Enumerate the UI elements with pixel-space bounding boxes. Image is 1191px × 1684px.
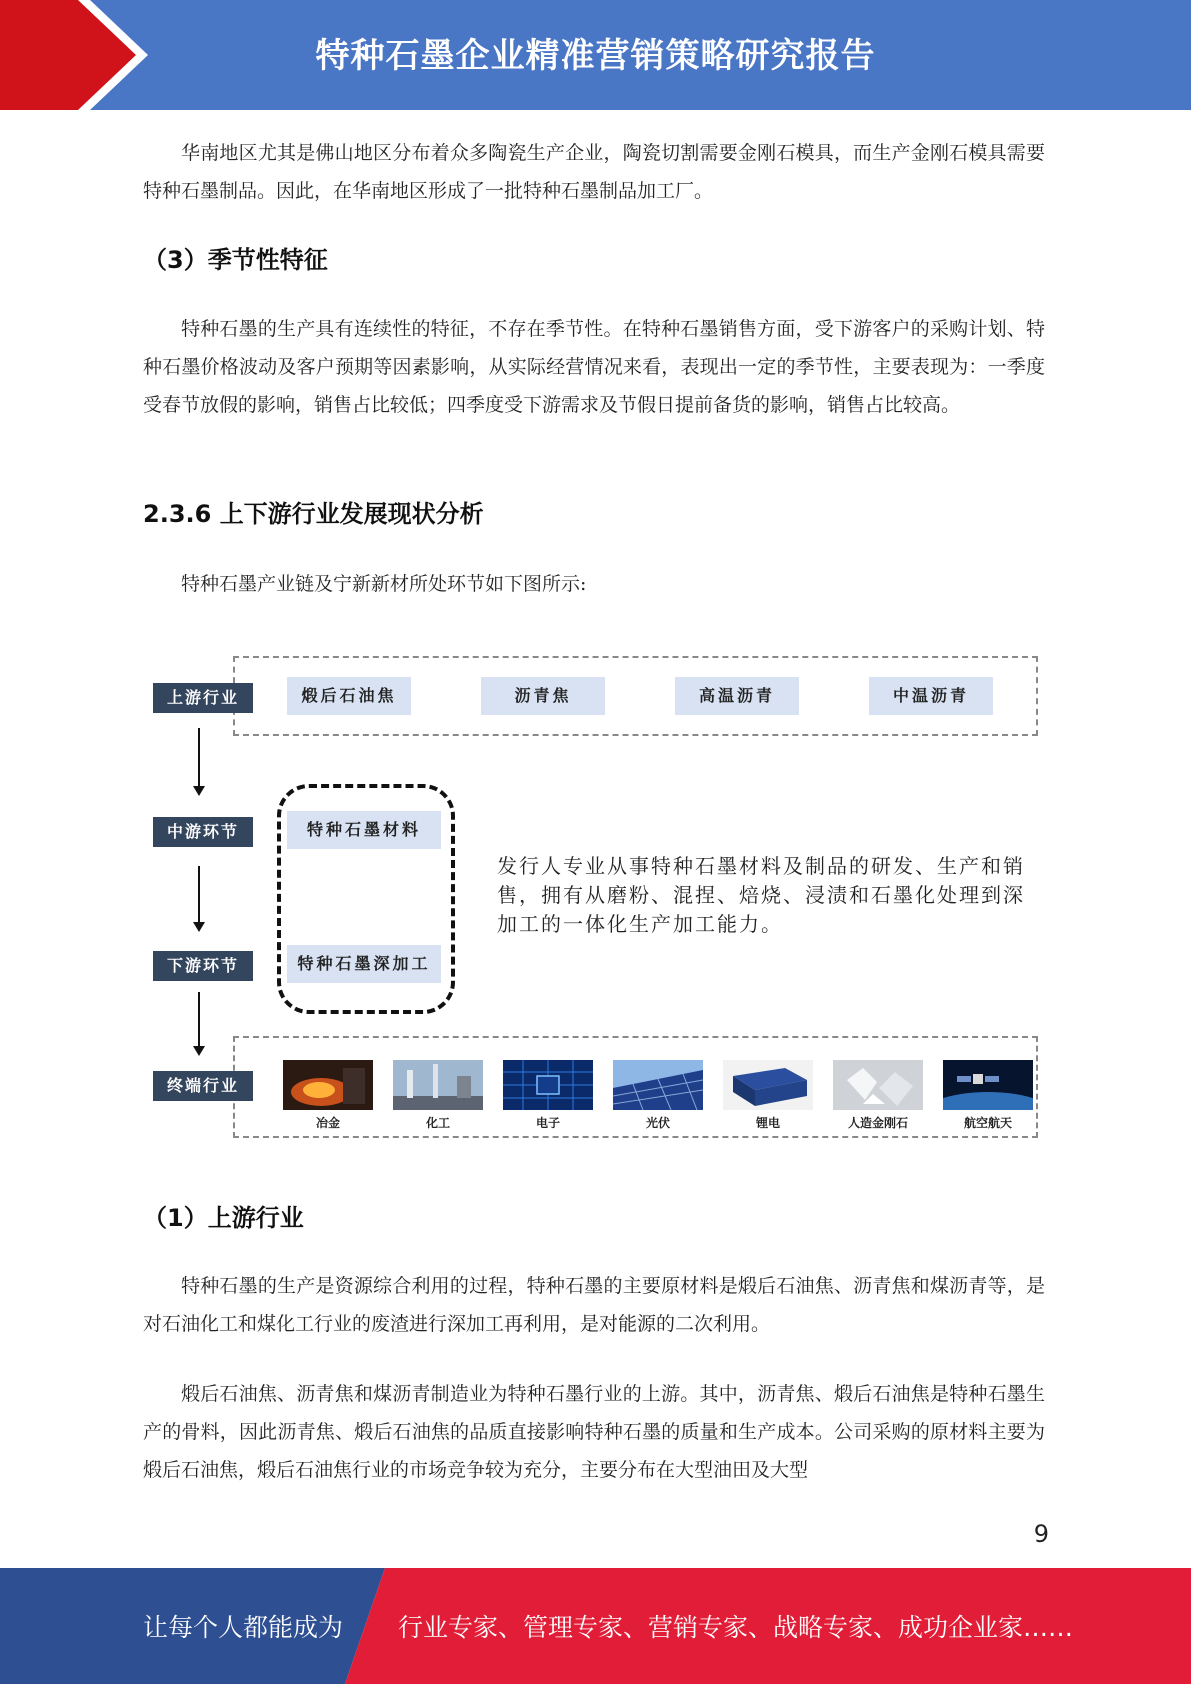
midstream-item: 特种石墨材料 [287, 811, 441, 849]
paragraph-upstream-intro: 特种石墨的生产是资源综合利用的过程，特种石墨的主要原材料是煅后石油焦、沥青焦和煤沥青等，是对石油化工和煤化工行业的废渣进行深加工再利用，是对能源的二次利用。 [143, 1275, 1045, 1335]
downstream-item: 特种石墨深加工 [287, 945, 441, 983]
upstream-item: 沥青焦 [481, 677, 605, 715]
terminal-label: 光伏 [645, 1116, 670, 1130]
footer-slogan-right: 行业专家、管理专家、营销专家、战略专家、成功企业家…… [398, 1613, 1074, 1642]
section-heading: 2.3.6 上下游行业发展现状分析 [143, 500, 484, 528]
lithium-battery-photo [723, 1060, 813, 1110]
terminal-label: 电子 [535, 1116, 560, 1130]
upstream-item: 高温沥青 [675, 677, 799, 715]
page-number: 9 [1033, 1520, 1049, 1548]
paragraph-upstream-detail: 煅后石油焦、沥青焦和煤沥青制造业为特种石墨行业的上游。其中，沥青焦、煅后石油焦是特种石墨生产的骨料，因此沥青焦、煅后石油焦的品质直接影响特种石墨的质量和生产成本。公司采购的原材料主要为煅后石油焦，煅后石油焦行业的市场竞争较为充分，主要分布在大型油田及大型 [143, 1383, 1045, 1481]
chip-photo [503, 1060, 593, 1110]
chemical-plant-photo [393, 1060, 483, 1110]
metallurgy-photo [283, 1060, 373, 1110]
terminal-label: 人造金刚石 [847, 1116, 908, 1130]
industry-chain-diagram [140, 648, 1050, 1148]
stage-midstream: 中游环节 [153, 817, 253, 847]
diamond-photo [833, 1060, 923, 1110]
footer-slogan-left: 让每个人都能成为 [143, 1613, 344, 1642]
paragraph-south-china: 华南地区尤其是佛山地区分布着众多陶瓷生产企业，陶瓷切割需要金刚石模具，而生产金刚石模具需要特种石墨制品。因此，在华南地区形成了一批特种石墨制品加工厂。 [143, 142, 1045, 202]
terminal-label: 冶金 [315, 1116, 340, 1130]
satellite-photo [943, 1060, 1033, 1110]
stage-upstream: 上游行业 [153, 683, 253, 713]
heading-upstream: （1）上游行业 [143, 1204, 304, 1232]
page-footer [0, 1568, 1191, 1684]
terminal-label: 化工 [425, 1116, 450, 1130]
arrow-line [198, 992, 200, 1048]
paragraph-seasonal: 特种石墨的生产具有连续性的特征，不存在季节性。在特种石墨销售方面，受下游客户的采购计划、特种石墨价格波动及客户预期等因素影响，从实际经营情况来看，表现出一定的季节性，主要表现为：一季度受春节放假的影响，销售占比较低；四季度受下游需求及节假日提前备货的影响，销售占比较高。 [143, 318, 1045, 416]
solar-panel-photo [613, 1060, 703, 1110]
arrow-down-icon [193, 922, 205, 932]
stage-downstream: 下游环节 [153, 951, 253, 981]
arrow-down-icon [193, 1046, 205, 1056]
terminal-label: 航空航天 [963, 1116, 1012, 1130]
stage-terminal: 终端行业 [153, 1071, 253, 1101]
issuer-description: 发行人专业从事特种石墨材料及制品的研发、生产和销售，拥有从磨粉、混捏、焙烧、浸渍和石墨化处理到深加工的一体化生产加工能力。 [497, 854, 1025, 936]
page-header [0, 0, 1191, 110]
paragraph-chain-intro: 特种石墨产业链及宁新新材所处环节如下图所示: [181, 573, 587, 595]
arrow-line [198, 866, 200, 924]
upstream-item: 中温沥青 [869, 677, 993, 715]
arrow-down-icon [193, 786, 205, 796]
terminal-label: 锂电 [755, 1116, 780, 1130]
upstream-item: 煅后石油焦 [287, 677, 411, 715]
heading-seasonal: （3）季节性特征 [143, 246, 328, 274]
report-title: 特种石墨企业精准营销策略研究报告 [315, 36, 876, 76]
arrow-line [198, 728, 200, 788]
